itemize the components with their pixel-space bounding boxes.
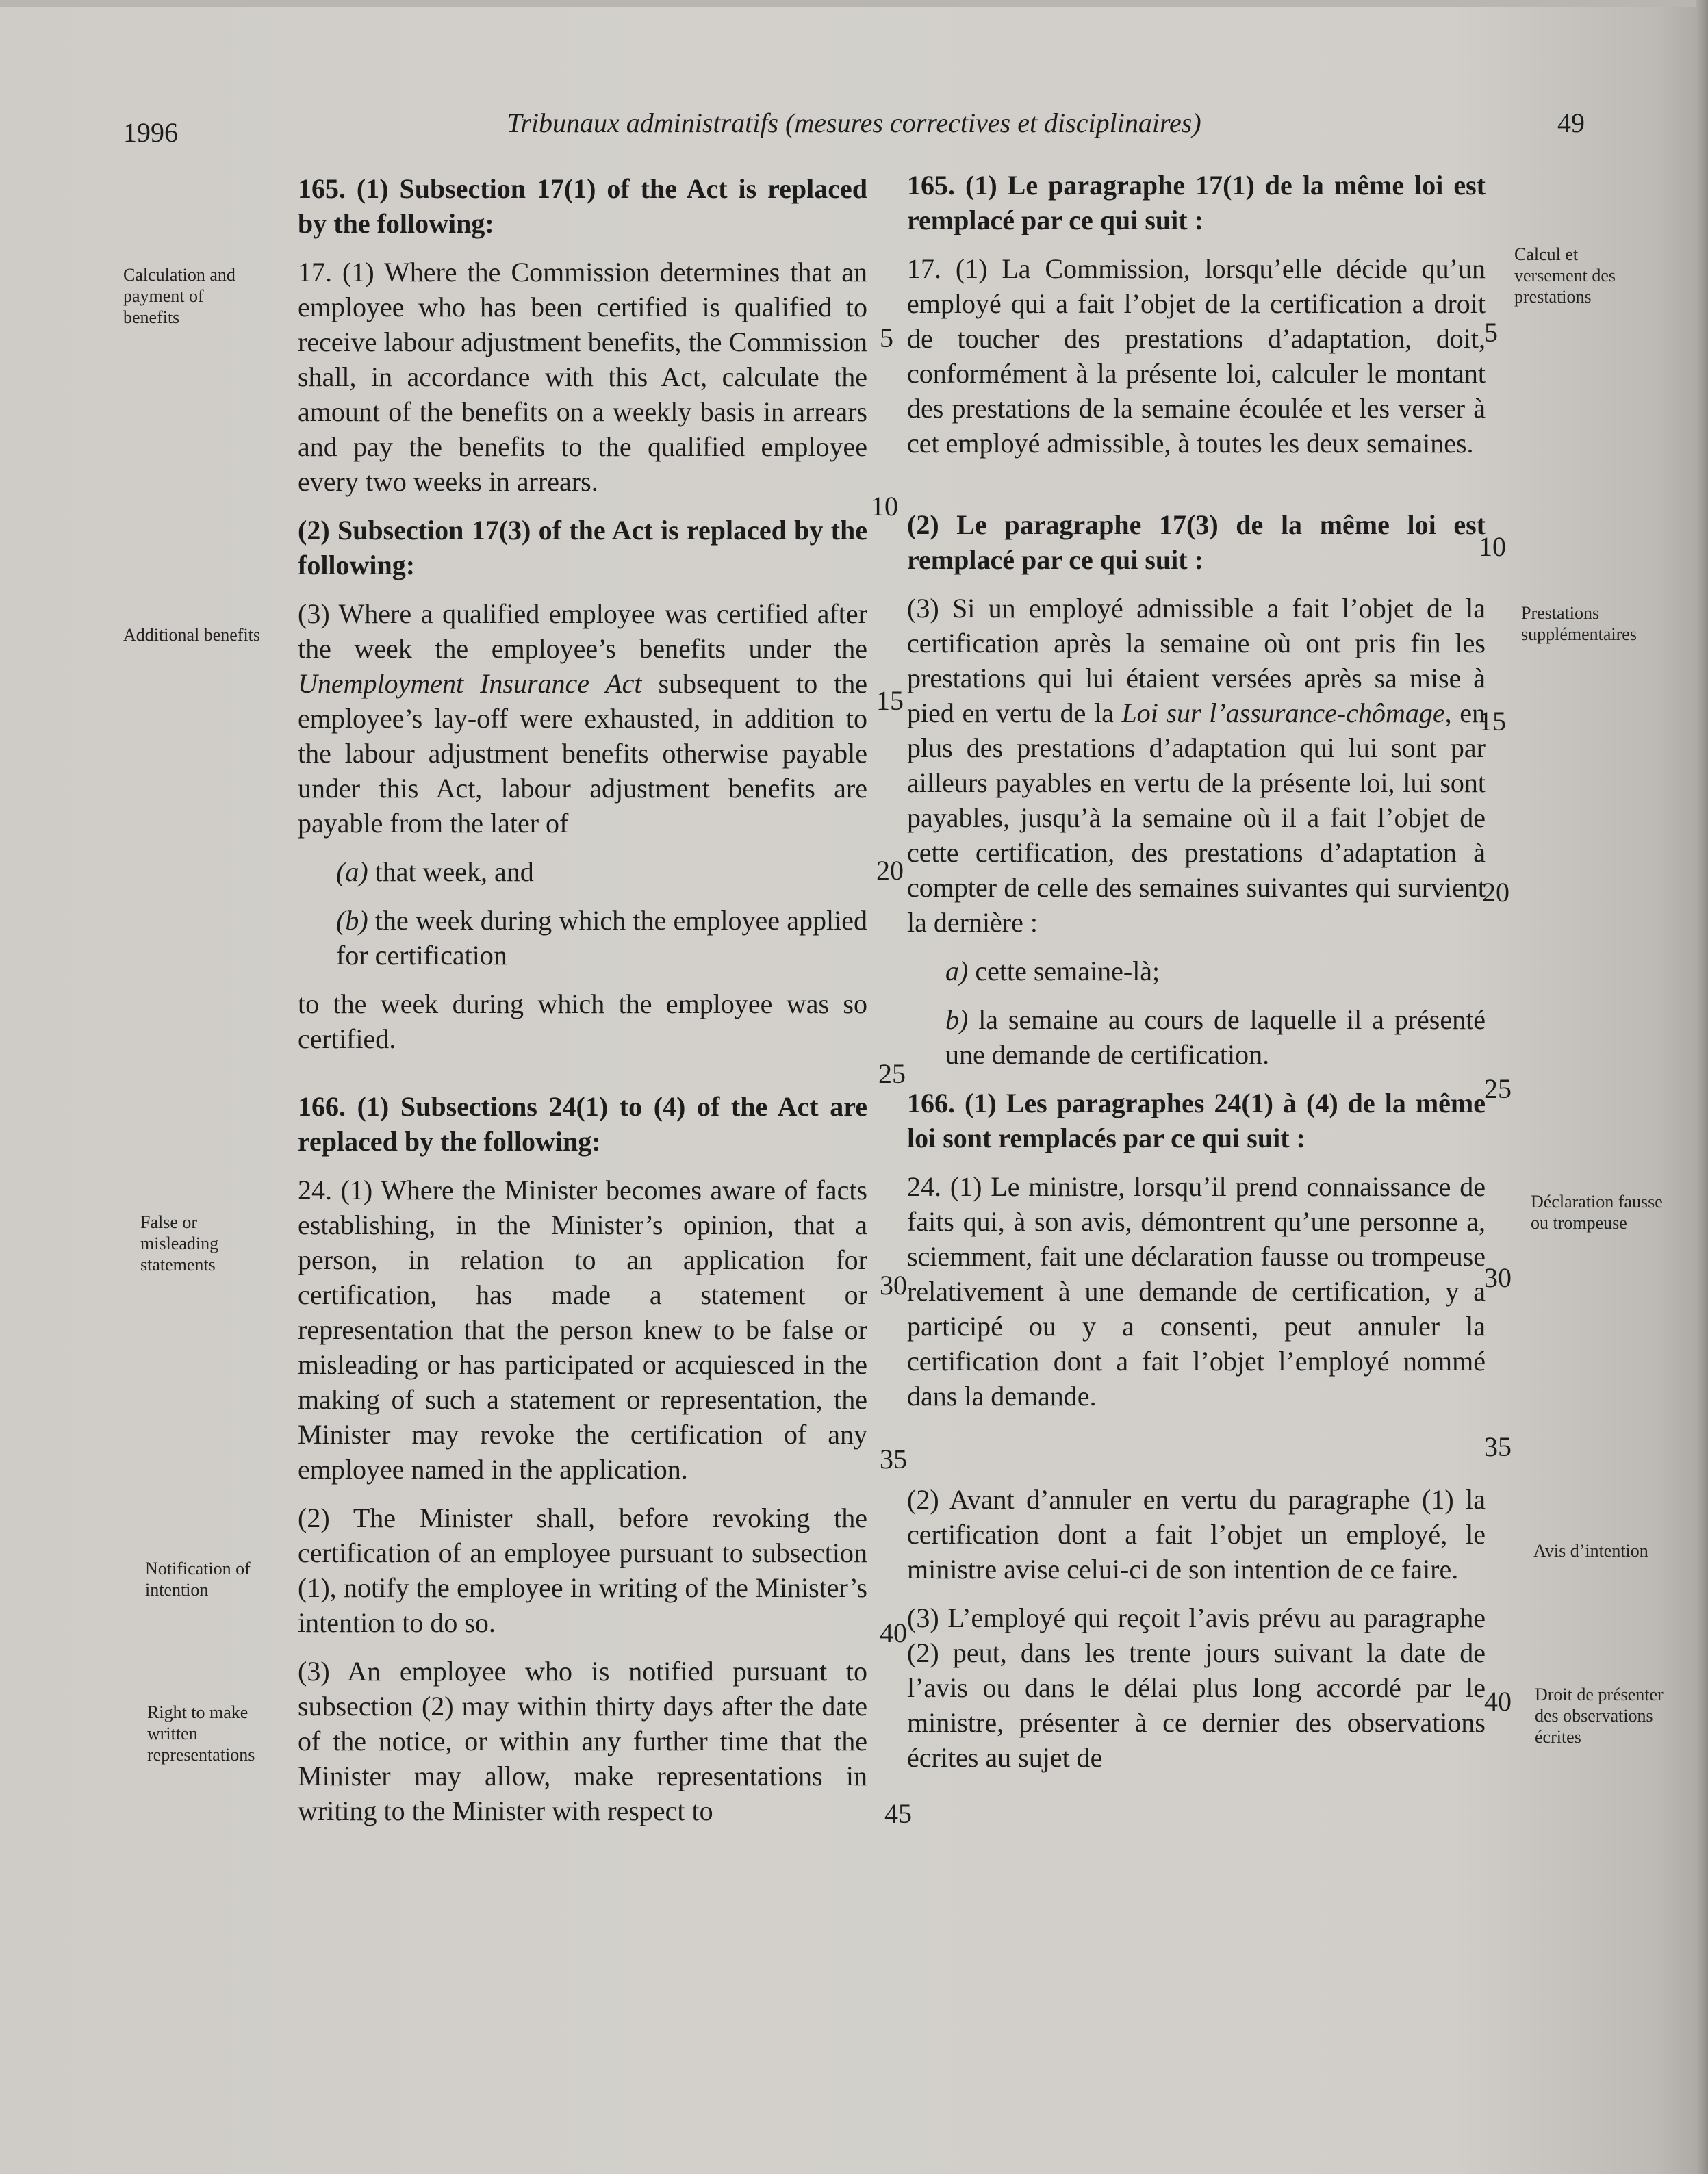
margin-note-notification: Notification of intention xyxy=(145,1559,251,1600)
en-s17-3-end: to the week during which the employee was so certified. xyxy=(298,988,867,1054)
line-number-5: 5 xyxy=(880,322,893,353)
fr-line-number-25: 25 xyxy=(1484,1073,1512,1104)
fr-line-number-15: 15 xyxy=(1479,706,1506,737)
line-number-35: 35 xyxy=(880,1444,907,1474)
en-s166-heading: 166. (1) Subsections 24(1) to (4) of the Act are replaced by the following: xyxy=(298,1091,867,1157)
line-number-45: 45 xyxy=(884,1798,912,1829)
fr-s165-2-heading: (2) Le paragraphe 17(3) de la même loi est remplacé par ce qui suit : xyxy=(907,509,1486,575)
fr-s24-3: (3) L’employé qui reçoit l’avis prévu au paragraphe (2) peut, dans les trente jours suivant la date de l’avis ou dans le délai plus long accordé par le ministre, présenter à ce dernier des observations écrites au sujet de xyxy=(907,1602,1486,1773)
top-border xyxy=(0,0,1708,7)
line-number-10: 10 xyxy=(871,491,898,522)
line-number-40: 40 xyxy=(880,1617,907,1648)
margin-note-additional: Additional benefits xyxy=(123,625,261,645)
margin-note-right: Right to make written representations xyxy=(147,1702,255,1765)
en-s24-3: (3) An employee who is notified pursuant to subsection (2) may within thirty days after the date of the notice, or within any further time that the Minister may allow, make representations in writing to the Minister with respect to xyxy=(298,1656,867,1826)
fr-s17-1: 17. (1) La Commission, lorsqu’elle décide qu’un employé qui a fait l’objet de la certification a droit de toucher des prestations d’adaptation, doit, conformément à la présente loi, calculer le montant des prestations de la semaine écoulée et les verser à cet employé admissible, à toutes les deux semaines. xyxy=(907,253,1486,459)
header-year: 1996 xyxy=(123,117,178,148)
fr-s17-3: (3) Si un employé admissible a fait l’objet de la certification après la semaine où ont pris fin les prestations qui lui étaient versées après sa mise à pied en vertu de la Loi sur l’assurance-chômage, en plus des prestations d’adaptation qui lui sont par ailleurs payables en vertu de la présente loi, lui sont payables, jusqu’à la semaine où il a fait l’objet de cette certification, des prestations d’adaptation à compter de celle des semaines suivantes qui survient la dernière : xyxy=(907,593,1486,938)
french-column xyxy=(907,168,1486,1789)
en-s165-2-heading: (2) Subsection 17(3) of the Act is replaced by the following: xyxy=(298,515,867,580)
fr-s165-heading: 165. (1) Le paragraphe 17(1) de la même loi est remplacé par ce qui suit : xyxy=(907,170,1486,235)
fr-line-number-20: 20 xyxy=(1482,877,1509,908)
en-s24-2: (2) The Minister shall, before revoking the certification of an employee pursuant to subsection (1), notify the employee in writing of the Minister’s intention to do so. xyxy=(298,1502,867,1638)
fr-item-a: a) cette semaine-là; xyxy=(945,956,1160,986)
en-item-b: (b) the week during which the employee applied for certification xyxy=(336,905,867,971)
margin-note-declaration: Déclaration fausse ou trompeuse xyxy=(1531,1192,1663,1233)
en-item-a: (a) that week, and xyxy=(336,856,534,887)
en-s165-heading: 165. (1) Subsection 17(1) of the Act is replaced by the following: xyxy=(298,173,867,239)
en-act-title: Unemployment Insurance Act xyxy=(298,668,642,699)
margin-note-prestations: Prestations supplémentaires xyxy=(1521,603,1637,644)
line-number-15: 15 xyxy=(876,685,904,716)
fr-line-number-5: 5 xyxy=(1484,317,1498,348)
margin-note-calcul: Calcul et versement des prestations xyxy=(1514,244,1616,307)
fr-item-b: b) la semaine au cours de laquelle il a présenté une demande de certification. xyxy=(945,1004,1486,1070)
fr-line-number-30: 30 xyxy=(1484,1262,1512,1293)
line-number-25: 25 xyxy=(878,1058,906,1089)
margin-note-false: False or misleading statements xyxy=(140,1212,219,1275)
fr-s166-heading: 166. (1) Les paragraphes 24(1) à (4) de la même loi sont remplacés par ce qui suit : xyxy=(907,1088,1486,1153)
english-column xyxy=(298,171,867,1842)
header-title: Tribunaux administratifs (mesures correctives et disciplinaires) xyxy=(507,107,1201,138)
header-page-number: 49 xyxy=(1557,107,1585,138)
fr-act-title: Loi sur l’assurance-chômage xyxy=(1121,698,1445,728)
line-number-30: 30 xyxy=(880,1270,907,1301)
margin-note-calculation: Calculation and payment of benefits xyxy=(123,265,235,327)
fr-line-number-35: 35 xyxy=(1484,1431,1512,1462)
en-s17-1: 17. (1) Where the Commission determines that an employee who has been certified is qualified to receive labour adjustment benefits, the Commission shall, in accordance with this Act, calculate the amount of the benefits on a weekly basis in arrears and pay the benefits to the qualified employee every two weeks in arrears. xyxy=(298,257,867,497)
margin-note-avis: Avis d’intention xyxy=(1533,1541,1648,1561)
en-s24-1: 24. (1) Where the Minister becomes aware of facts establishing, in the Minister’s opinion, that a person, in relation to an application for certification, has made a statement or representation that the person knew to be false or misleading or has participated or acquiesced in the making of such a statement or representation, the Minister may revoke the certification of any employee named in the application. xyxy=(298,1175,867,1485)
fr-line-number-40: 40 xyxy=(1484,1686,1512,1717)
en-s17-3: (3) Where a qualified employee was certified after the week the employee’s benefits under the Unemployment Insurance Act subsequent to the employee’s lay-off were exhausted, in addition to the labour adjustment benefits otherwise payable under this Act, labour adjustment benefits are payable from the later of xyxy=(298,598,868,839)
fr-s24-1: 24. (1) Le ministre, lorsqu’il prend connaissance de faits qui, à son avis, démontrent qu’une personne a, sciemment, fait une déclaration fausse ou trompeuse relativement à une demande de certification, y a participé ou y a consenti, peut annuler la certification dont a fait l’objet l’employé nommé dans la demande. xyxy=(907,1171,1486,1411)
line-number-20: 20 xyxy=(876,855,904,886)
binding-edge xyxy=(1696,0,1708,2174)
fr-line-number-10: 10 xyxy=(1479,531,1506,562)
margin-note-droit: Droit de présenter des observations écrites xyxy=(1535,1685,1664,1747)
fr-s24-2: (2) Avant d’annuler en vertu du paragraphe (1) la certification dont a fait l’objet un employé, le ministre avise celui-ci de son intention de ce faire. xyxy=(907,1484,1486,1585)
